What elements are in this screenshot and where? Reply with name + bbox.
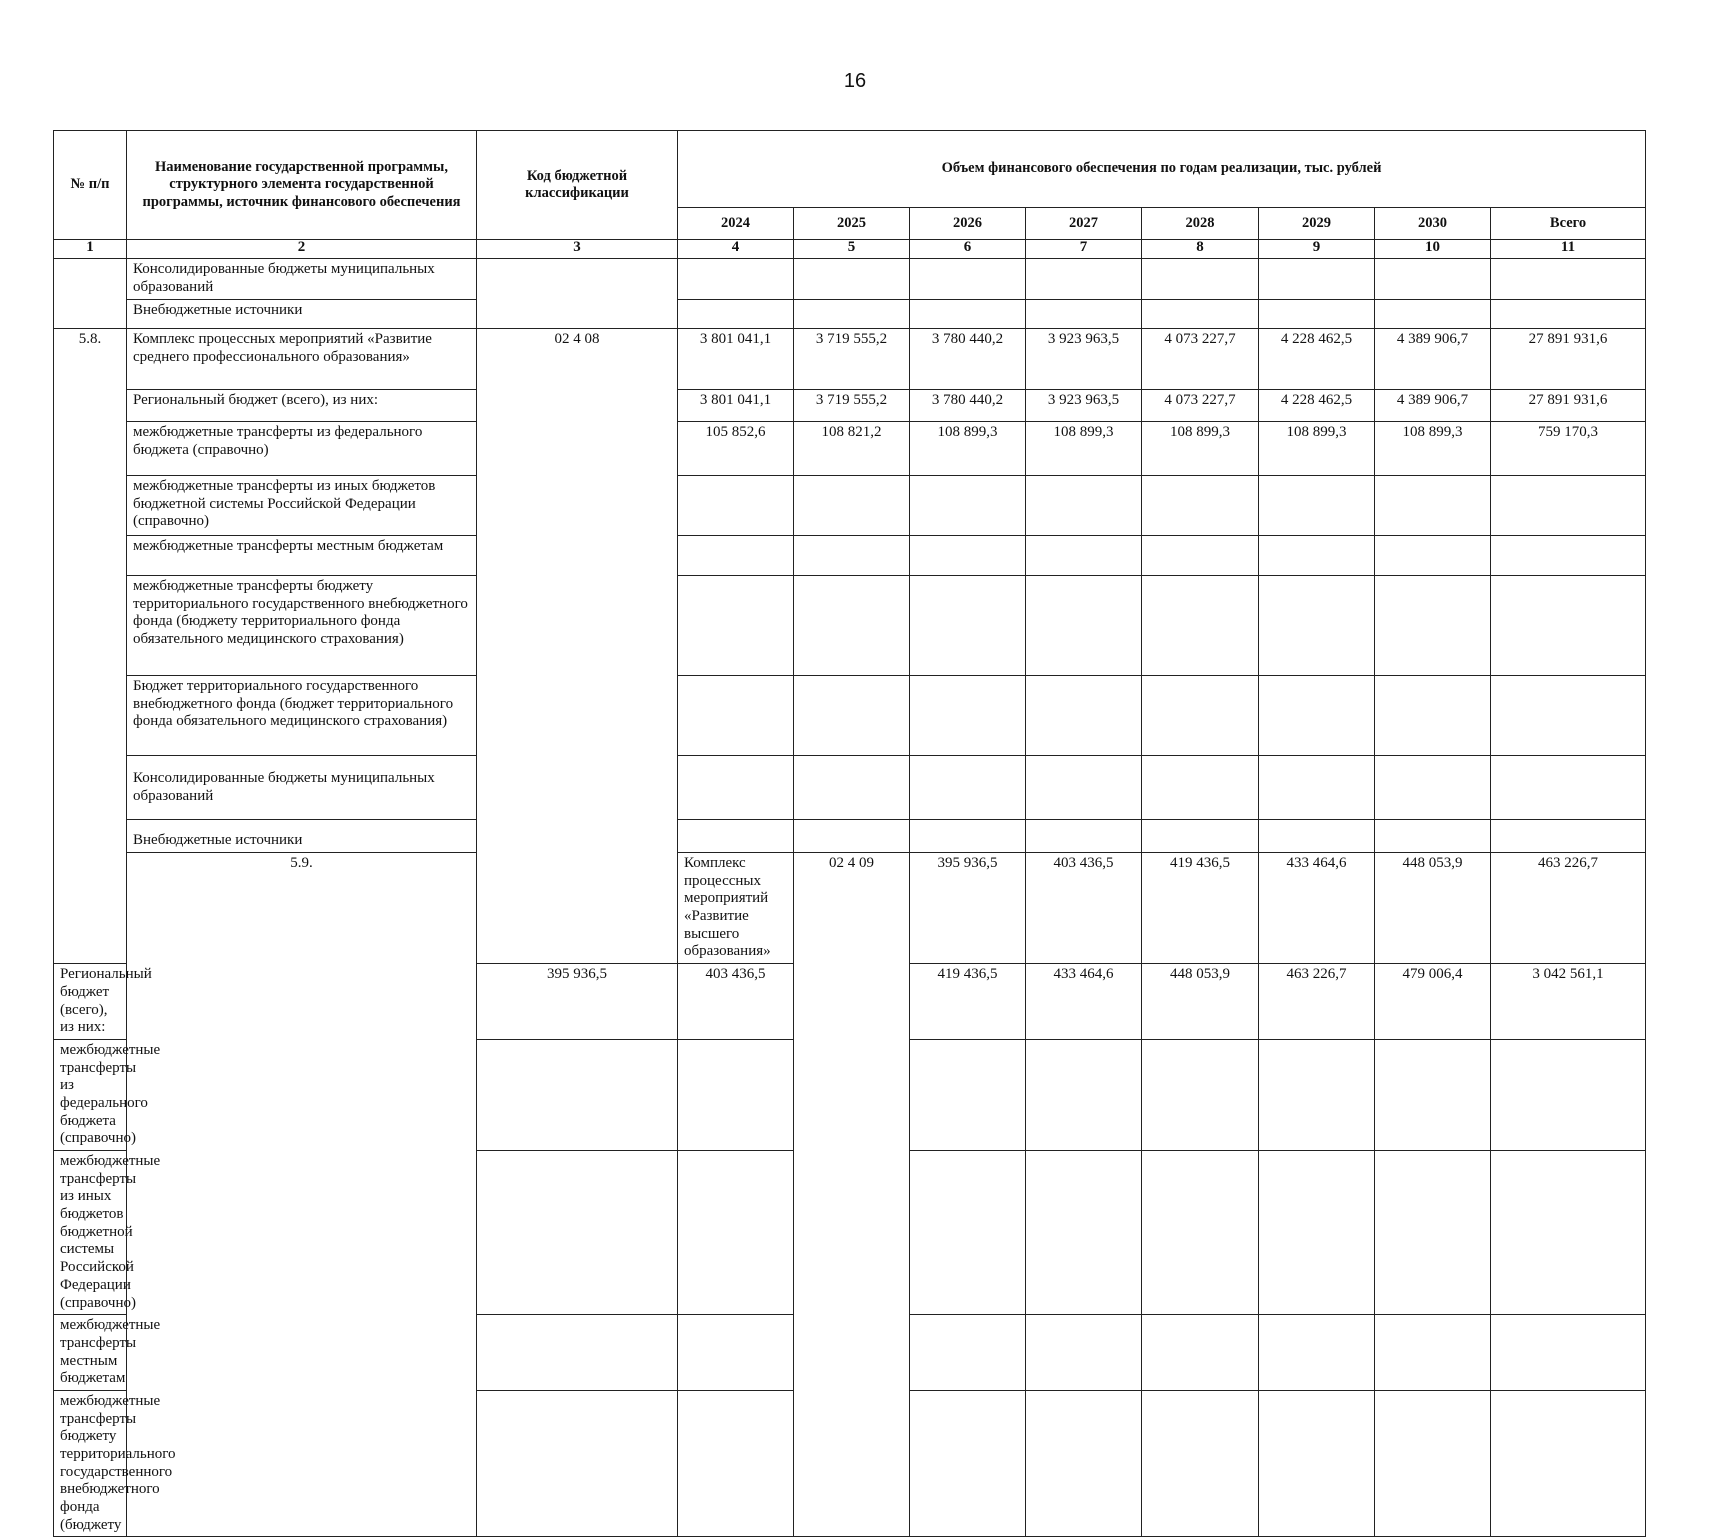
value-cell: 419 436,5 <box>1142 853 1259 964</box>
header-code: Код бюджетной классификации <box>477 131 678 240</box>
row-label: межбюджетные трансферты бюджету территориального государственного внебюджетного фонда (бюджету территориального фонда обязательного медицинского страхования) <box>127 576 477 676</box>
column-number: 7 <box>1026 240 1142 259</box>
header-year: 2030 <box>1375 208 1491 240</box>
table-row <box>54 676 1646 756</box>
value-cell: 4 389 906,7 <box>1375 329 1491 390</box>
value-cell: 27 891 931,6 <box>1491 390 1646 422</box>
financing-table <box>53 130 1646 1537</box>
value-cell: 395 936,5 <box>910 853 1026 964</box>
value-cell: 4 228 462,5 <box>1259 329 1375 390</box>
table-row <box>54 329 1646 390</box>
value-cell: 3 042 561,1 <box>1491 964 1646 1040</box>
header-year: 2028 <box>1142 208 1259 240</box>
column-number: 2 <box>127 240 477 259</box>
value-cell: 433 464,6 <box>1026 964 1142 1040</box>
value-cell: 108 899,3 <box>1375 422 1491 476</box>
value-cell: 3 780 440,2 <box>910 390 1026 422</box>
row-label: межбюджетные трансферты из федерального бюджета (справочно) <box>54 1039 127 1150</box>
value-cell: 448 053,9 <box>1375 853 1491 964</box>
header-year: 2029 <box>1259 208 1375 240</box>
value-cell: 105 852,6 <box>678 422 794 476</box>
value-cell: 395 936,5 <box>477 964 678 1040</box>
value-cell: 3 923 963,5 <box>1026 390 1142 422</box>
column-number: 4 <box>678 240 794 259</box>
column-number: 8 <box>1142 240 1259 259</box>
value-cell: 479 006,4 <box>1375 964 1491 1040</box>
table-row <box>54 756 1646 820</box>
value-cell: 108 899,3 <box>910 422 1026 476</box>
row-label: Бюджет территориального государственного внебюджетного фонда (бюджет территориального фонда обязательного медицинского страхования) <box>127 676 477 756</box>
value-cell: 463 226,7 <box>1491 853 1646 964</box>
table-row <box>54 300 1646 329</box>
row-label: Консолидированные бюджеты муниципальных образований <box>127 756 477 820</box>
table-row <box>54 259 1646 300</box>
column-number: 5 <box>794 240 910 259</box>
header-volume: Объем финансового обеспечения по годам реализации, тыс. рублей <box>678 131 1646 208</box>
page-number: 16 <box>843 70 867 92</box>
header-no: № п/п <box>54 131 127 240</box>
row-label: межбюджетные трансферты местным бюджетам <box>127 536 477 576</box>
section-number: 5.8. <box>54 329 127 964</box>
value-cell: 4 389 906,7 <box>1375 390 1491 422</box>
value-cell: 403 436,5 <box>678 964 794 1040</box>
section-title: Комплекс процессных мероприятий «Развитие высшего образования» <box>678 853 794 964</box>
column-number: 6 <box>910 240 1026 259</box>
value-cell: 3 801 041,1 <box>678 390 794 422</box>
table-row <box>54 390 1646 422</box>
value-cell: 108 899,3 <box>1142 422 1259 476</box>
value-cell: 3 801 041,1 <box>678 329 794 390</box>
value-cell: 759 170,3 <box>1491 422 1646 476</box>
value-cell: 3 923 963,5 <box>1026 329 1142 390</box>
value-cell: 108 899,3 <box>1259 422 1375 476</box>
column-number: 11 <box>1491 240 1646 259</box>
empty-cell <box>477 259 678 329</box>
table-row <box>54 422 1646 476</box>
column-number: 1 <box>54 240 127 259</box>
row-label: межбюджетные трансферты из иных бюджетов бюджетной системы Российской Федерации (справочно) <box>54 1151 127 1315</box>
empty-cell <box>54 259 127 329</box>
value-cell: 108 899,3 <box>1026 422 1142 476</box>
table-row <box>54 576 1646 676</box>
header-year: 2024 <box>678 208 794 240</box>
row-label: межбюджетные трансферты из федерального бюджета (справочно) <box>127 422 477 476</box>
budget-code: 02 4 09 <box>794 853 910 1537</box>
row-label: Региональный бюджет (всего), из них: <box>54 964 127 1040</box>
header-year: 2026 <box>910 208 1026 240</box>
table-row <box>54 853 1646 964</box>
row-label: Региональный бюджет (всего), из них: <box>127 390 477 422</box>
row-label: Внебюджетные источники <box>127 820 477 853</box>
value-cell: 3 719 555,2 <box>794 390 910 422</box>
value-cell: 108 821,2 <box>794 422 910 476</box>
column-number: 3 <box>477 240 678 259</box>
value-cell: 419 436,5 <box>910 964 1026 1040</box>
value-cell: 3 719 555,2 <box>794 329 910 390</box>
section-title: Комплекс процессных мероприятий «Развитие среднего профессионального образования» <box>127 329 477 390</box>
table-row <box>54 536 1646 576</box>
value-cell: 433 464,6 <box>1259 853 1375 964</box>
header-total: Всего <box>1491 208 1646 240</box>
budget-code: 02 4 08 <box>477 329 678 964</box>
value-cell: 4 073 227,7 <box>1142 329 1259 390</box>
row-label: межбюджетные трансферты местным бюджетам <box>54 1315 127 1391</box>
section-number: 5.9. <box>127 853 477 1537</box>
column-number: 9 <box>1259 240 1375 259</box>
row-label: межбюджетные трансферты из иных бюджетов бюджетной системы Российской Федерации (справочно) <box>127 476 477 536</box>
value-cell: 403 436,5 <box>1026 853 1142 964</box>
header-name: Наименование государственной программы, структурного элемента государственной программы, источник финансового обеспечения <box>127 131 477 240</box>
value-cell: 4 073 227,7 <box>1142 390 1259 422</box>
column-numbers-row <box>54 240 1646 259</box>
table-row <box>54 820 1646 853</box>
table-row <box>54 476 1646 536</box>
value-cell: 463 226,7 <box>1259 964 1375 1040</box>
column-number: 10 <box>1375 240 1491 259</box>
row-label: межбюджетные трансферты бюджету территориального государственного внебюджетного фонда (бюджету <box>54 1390 127 1537</box>
value-cell: 4 228 462,5 <box>1259 390 1375 422</box>
header-year: 2027 <box>1026 208 1142 240</box>
value-cell: 27 891 931,6 <box>1491 329 1646 390</box>
value-cell: 448 053,9 <box>1142 964 1259 1040</box>
value-cell: 3 780 440,2 <box>910 329 1026 390</box>
row-label: Внебюджетные источники <box>127 300 477 329</box>
row-label: Консолидированные бюджеты муниципальных образований <box>127 259 477 300</box>
header-year: 2025 <box>794 208 910 240</box>
